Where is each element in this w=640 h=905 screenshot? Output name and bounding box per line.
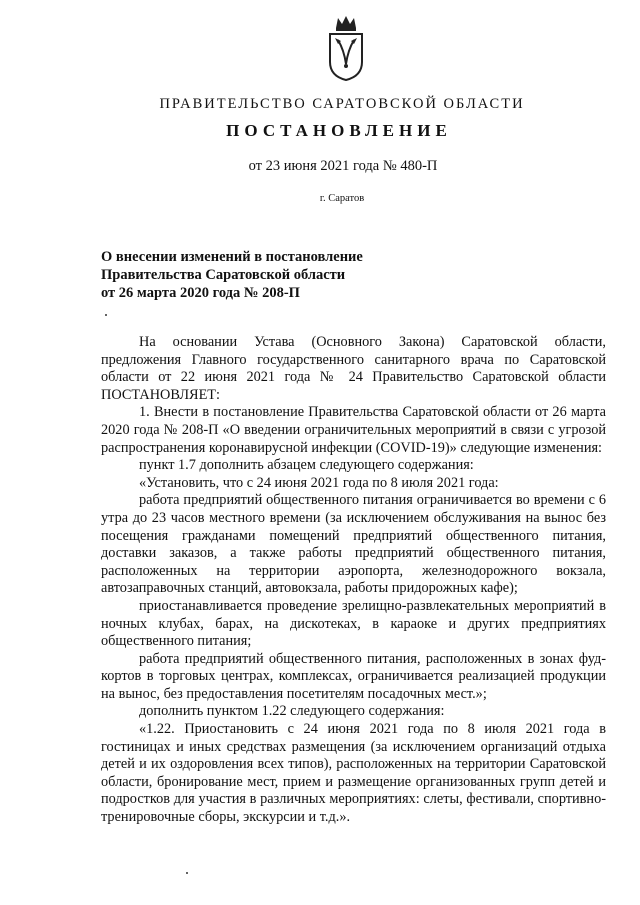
scan-speck bbox=[186, 872, 188, 874]
title-line: от 26 марта 2020 года № 208-П bbox=[101, 285, 300, 301]
document-city: г. Саратов bbox=[319, 193, 365, 204]
paragraph: На основании Устава (Основного Закона) Саратовской области, предложения Главного государственного санитарного врача по Саратовской области от 22 июня 2021 года № 24 Правительство Саратовской области ПОСТАНОВЛЯЕТ: bbox=[101, 334, 606, 403]
coat-of-arms-icon bbox=[324, 14, 368, 82]
paragraph: «Установить, что с 24 июня 2021 года по 8 июля 2021 года: bbox=[139, 474, 499, 491]
document-date: от 23 июня 2021 года № 480-П bbox=[248, 158, 438, 174]
document-body bbox=[101, 334, 606, 827]
paragraph: дополнить пунктом 1.22 следующего содержания: bbox=[139, 703, 445, 720]
document-title bbox=[101, 248, 441, 302]
paragraph: пункт 1.7 дополнить абзацем следующего содержания: bbox=[139, 457, 474, 474]
title-line: Правительства Саратовской области bbox=[101, 267, 346, 283]
scan-speck bbox=[105, 314, 107, 316]
paragraph: «1.22. Приостановить с 24 июня 2021 года по 8 июля 2021 года в гостиницах и иных средствах размещения (за исключением организаций отдыха детей и их оздоровления всех типов), расположенных на территории Саратовской области, бронирование мест, прием и размещение организованных групп детей и подростков для участия в различных мероприятиях: слеты, фестивали, спортивно-тренировочные сборы, экскурсии и т.д.». bbox=[101, 721, 606, 826]
paragraph: работа предприятий общественного питания ограничивается во времени с 6 утра до 23 часов местного времени (за исключением обслуживания на вынос без посещения гражданами помещений предприятий общественного питания, доставки заказов, а также работы предприятий общественного питания, расположенных на территории аэропорта, железнодорожного вокзала, автозаправочных станций, автовокзала, работы придорожных кафе); bbox=[101, 492, 606, 597]
paragraph: работа предприятий общественного питания, расположенных в зонах фуд-кортов в торговых центрах, комплексах, ограничивается реализацией продукции на вынос, без предоставления посетителям посадочных мест.»; bbox=[101, 650, 606, 702]
document-type: ПОСТАНОВЛЕНИЕ bbox=[226, 121, 452, 140]
title-line: О внесении изменений в постановление bbox=[101, 249, 363, 265]
paragraph: 1. Внести в постановление Правительства Саратовской области от 26 марта 2020 года № 208-П «О введении ограничительных мероприятий в связи с угрозой распространения коронавирусной инфекции (COVID-19)» следующие изменения: bbox=[101, 404, 606, 456]
government-name: ПРАВИТЕЛЬСТВО САРАТОВСКОЙ ОБЛАСТИ bbox=[159, 96, 525, 112]
paragraph: приостанавливается проведение зрелищно-развлекательных мероприятий в ночных клубах, барах, на дискотеках, в караоке и других предприятиях общественного питания; bbox=[101, 597, 606, 650]
